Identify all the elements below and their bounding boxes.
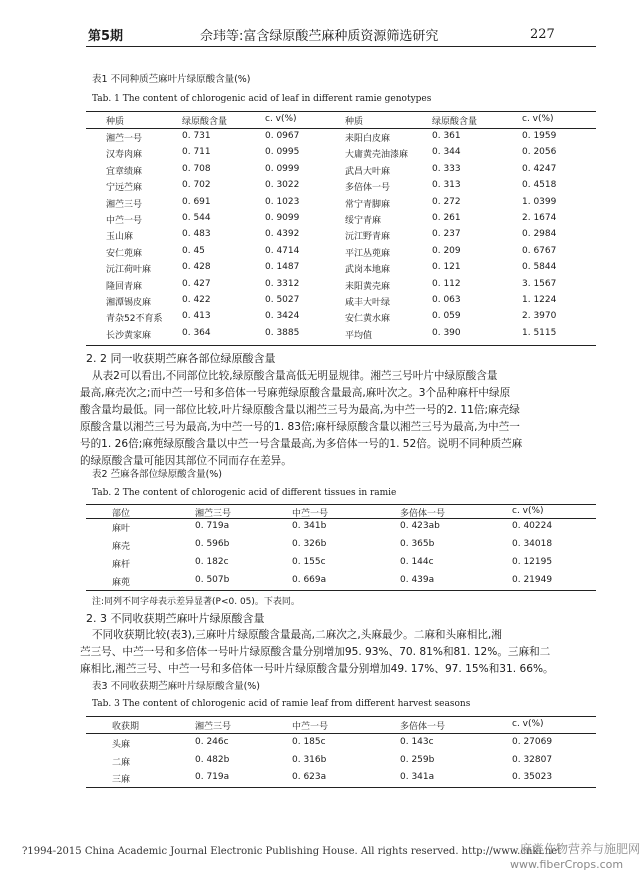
section-2-2-heading: 2. 2 同一收获期苎麻各部位绿原酸含量 — [86, 352, 276, 365]
table1-cell: 0. 691 — [182, 196, 211, 207]
s22-line-6: 的绿原酸含量可能因其部位不同而存在差异。 — [80, 455, 292, 467]
table3-cell: 0. 27069 — [512, 737, 553, 747]
table1-cell: 1. 1224 — [522, 295, 557, 305]
table1-cell: 0. 4247 — [522, 163, 557, 174]
table1-cell: 汉寿肉麻 — [106, 150, 143, 161]
table1-cell: 0. 4518 — [522, 180, 557, 191]
table1-cell: 2. 3970 — [522, 311, 557, 322]
table1-cell: 玉山麻 — [106, 232, 134, 243]
table2-cell: 0. 34018 — [512, 539, 553, 549]
table1-cell: 0. 4714 — [265, 245, 300, 256]
table1-cell: 0. 702 — [182, 180, 211, 191]
table1-header-cell: c. v(%) — [265, 114, 297, 124]
table1-header-cell: 绿原酸含量 — [182, 117, 228, 127]
table2-header-cell: 多倍体一号 — [400, 509, 446, 519]
table1-cell: 0. 059 — [432, 311, 461, 322]
table1-cell: 0. 4392 — [265, 229, 300, 240]
table1-cell: 0. 483 — [182, 229, 211, 240]
table1-cell: 0. 6767 — [522, 245, 557, 256]
table2-cell: 0. 596b — [195, 539, 230, 549]
table1-cell: 平江丛蔸麻 — [345, 248, 391, 259]
table1-cell: 1. 0399 — [522, 196, 557, 207]
table1-cell: 0. 45 — [182, 245, 205, 256]
table1-top-rule — [86, 111, 596, 112]
table2-header-cell: c. v(%) — [512, 506, 544, 516]
table2-top-rule — [86, 504, 596, 505]
table1-cell: 0. 428 — [182, 262, 211, 273]
s22-line-1: 从表2可以看出,不同部位比较,绿原酸含量高低无明显规律。湘苎三号叶片中绿原酸含量 — [92, 370, 498, 382]
table3-header-cell: 湘苎三号 — [195, 722, 232, 732]
table1-cell: 中苎一号 — [106, 216, 143, 226]
table3-cell: 0. 341a — [400, 772, 435, 782]
table2-cell: 0. 40224 — [512, 521, 553, 531]
issue-number: 第5期 — [88, 29, 124, 44]
table1-cell: 0. 2984 — [522, 229, 557, 240]
table1-cell: 0. 344 — [432, 147, 461, 158]
table3-cell: 0. 482b — [195, 754, 230, 765]
table3-cell: 0. 259b — [400, 754, 435, 765]
table3-top-rule — [86, 716, 596, 717]
table1-cell: 沅江野青麻 — [345, 232, 391, 243]
s22-line-2: 最高,麻壳次之;而中苎一号和多倍体一号麻蔸绿原酸含量最高,麻叶次之。3个品种麻杆中绿原 — [80, 387, 511, 399]
table1-cell: 0. 209 — [432, 245, 461, 256]
table2-header-cell: 中苎一号 — [292, 509, 329, 519]
table1-cell: 安仁蔸麻 — [106, 248, 143, 259]
table1-cell: 0. 5027 — [265, 295, 300, 305]
table1-cell: 0. 3424 — [265, 311, 300, 322]
table2-cell: 0. 341b — [292, 521, 327, 531]
table2-bottom-rule — [86, 590, 596, 591]
table1-cell: 0. 364 — [182, 327, 211, 338]
table2-header-cell: 湘苎三号 — [195, 509, 232, 519]
table1-cell: 耒阳白皮麻 — [345, 134, 391, 144]
s22-line-3: 酸含量均最低。同一部位比较,叶片绿原酸含量以湘苎三号为最高,为中苎一号的2. 11倍;麻壳绿 — [80, 404, 520, 416]
table1-cell: 多倍体一号 — [345, 183, 391, 194]
table1-cell: 0. 2056 — [522, 147, 557, 158]
table3-caption-cn: 表3 不同收获期苎麻叶片绿原酸含量(%) — [92, 681, 261, 692]
table1-cell: 3. 1567 — [522, 278, 557, 289]
table3-cell: 0. 623a — [292, 772, 327, 782]
table3-header-cell: 多倍体一号 — [400, 722, 446, 732]
table1-cell: 0. 544 — [182, 213, 211, 223]
section-2-3-paragraph — [80, 627, 592, 678]
table2-cell: 0. 326b — [292, 539, 327, 549]
table1-cell: 0. 413 — [182, 311, 211, 322]
table1-cell: 0. 0995 — [265, 147, 300, 158]
table3-cell: 0. 246c — [195, 737, 229, 747]
table1-cell: 耒阳黄壳麻 — [345, 281, 391, 292]
table1-cell: 1. 5115 — [522, 327, 557, 338]
copyright-line: ?1994-2015 China Academic Journal Electronic Publishing House. All rights reserved. http://www.cnki.net — [22, 846, 562, 857]
table2-caption-en: Tab. 2 The content of chlorogenic acid of different tissues in ramie — [92, 488, 397, 498]
table1-cell: 0. 121 — [432, 262, 461, 273]
table2-cell: 麻叶 — [112, 524, 131, 534]
table3-cell: 0. 35023 — [512, 772, 553, 782]
table1-cell: 长沙黄家麻 — [106, 330, 152, 341]
table1-caption-en: Tab. 1 The content of chlorogenic acid of leaf in different ramie genotypes — [92, 94, 432, 104]
watermark-cn: 麻类作物营养与施肥网 — [520, 842, 640, 856]
table1-cell: 0. 390 — [432, 327, 461, 338]
s23-line-2: 苎三号、中苎一号和多倍体一号叶片绿原酸含量分别增加95. 93%、70. 81%和81. 12%。三麻和二 — [80, 646, 551, 658]
table1-cell: 0. 9099 — [265, 213, 300, 223]
table1-cell: 大庸黄壳油漆麻 — [345, 150, 409, 161]
s23-line-3: 麻相比,湘苎三号、中苎一号和多倍体一号叶片绿原酸含量分别增加49. 17%、97. 15%和31. 66%。 — [80, 663, 554, 675]
table1-cell: 武昌大叶麻 — [345, 166, 391, 177]
table3-caption-en: Tab. 3 The content of chlorogenic acid of ramie leaf from different harvest seasons — [92, 699, 471, 709]
table3-header-cell: 中苎一号 — [292, 722, 329, 732]
table1-cell: 0. 1487 — [265, 262, 300, 273]
table1-cell: 0. 272 — [432, 196, 461, 207]
table3-cell: 0. 143c — [400, 737, 434, 747]
table3-header-cell: 收获期 — [112, 722, 140, 732]
s22-line-4: 原酸含量以湘苎三号为最高,为中苎一号的1. 83倍;麻杆绿原酸含量以湘苎三号为最高,为中苎一 — [80, 421, 520, 433]
table1-cell: 0. 5844 — [522, 262, 557, 273]
table1-cell: 0. 0999 — [265, 163, 300, 174]
section-2-3-heading: 2. 3 不同收获期苎麻叶片绿原酸含量 — [86, 612, 265, 625]
table1-cell: 0. 361 — [432, 131, 461, 141]
table3-cell: 头麻 — [112, 740, 131, 750]
table2-cell: 0. 719a — [195, 521, 230, 531]
table3-header-rule — [86, 733, 596, 734]
table2-caption-cn: 表2 苎麻各部位绿原酸含量(%) — [92, 469, 223, 480]
table3-cell: 0. 185c — [292, 737, 326, 747]
table1-cell: 0. 731 — [182, 131, 211, 141]
table2-cell: 麻蔸 — [112, 578, 131, 588]
table1-cell: 0. 1023 — [265, 196, 300, 207]
table2-cell: 麻杆 — [112, 560, 131, 570]
table1-cell: 沅江荷叶麻 — [106, 265, 152, 276]
s22-line-5: 号的1. 26倍;麻蔸绿原酸含量以中苎一号含量最高,为多倍体一号的1. 52倍。说明不同种质苎麻 — [80, 438, 523, 450]
table2-note: 注:同列不同字母表示差异显著(P<0. 05)。下表同。 — [92, 597, 300, 607]
table1-cell: 平均值 — [345, 330, 373, 341]
table3-header-cell: c. v(%) — [512, 719, 544, 729]
table1-cell: 0. 3885 — [265, 327, 300, 338]
table1-header-cell: 种质 — [106, 117, 125, 127]
table1-cell: 宜章绩麻 — [106, 166, 143, 177]
table1-header-cell: 种质 — [345, 117, 364, 127]
table1-cell: 安仁黄水麻 — [345, 314, 391, 325]
table2-header-cell: 部位 — [112, 509, 131, 519]
table1-cell: 湘潭锡皮麻 — [106, 298, 152, 308]
table2-cell: 0. 669a — [292, 575, 327, 585]
table1-bottom-rule — [86, 345, 596, 346]
table1-cell: 0. 063 — [432, 295, 461, 305]
table2-cell: 0. 507b — [195, 575, 230, 585]
table1-cell: 常宁青脚麻 — [345, 199, 391, 210]
table1-header-cell: c. v(%) — [522, 114, 554, 124]
page-number: 227 — [530, 27, 555, 42]
table2-cell: 0. 144c — [400, 557, 434, 567]
table1-cell: 0. 0967 — [265, 131, 300, 141]
table3-cell: 0. 316b — [292, 754, 327, 765]
table1-cell: 0. 3022 — [265, 180, 300, 191]
table3-cell: 三麻 — [112, 775, 131, 785]
table1-cell: 武岗本地麻 — [345, 265, 391, 276]
table1-cell: 隆回青麻 — [106, 281, 143, 292]
section-2-2-paragraph — [80, 368, 592, 470]
table1-cell: 0. 3312 — [265, 278, 300, 289]
table3-cell: 0. 719a — [195, 772, 230, 782]
table1-cell: 0. 112 — [432, 278, 461, 289]
header-rule — [86, 46, 596, 47]
table1-cell: 咸丰大叶绿 — [345, 298, 391, 308]
table1-cell: 0. 427 — [182, 278, 211, 289]
table3-cell: 二麻 — [112, 757, 131, 768]
table1-cell: 0. 333 — [432, 163, 461, 174]
table1-cell: 0. 422 — [182, 295, 211, 305]
table1-cell: 湘苎一号 — [106, 134, 143, 144]
table1-cell: 0. 708 — [182, 163, 211, 174]
table1-cell: 0. 1959 — [522, 131, 557, 141]
table1-cell: 0. 313 — [432, 180, 461, 191]
table1-cell: 0. 237 — [432, 229, 461, 240]
table1-cell: 湘苎三号 — [106, 199, 143, 210]
table2-cell: 0. 439a — [400, 575, 435, 585]
running-title: 佘玮等:富含绿原酸苎麻种质资源筛选研究 — [200, 29, 439, 44]
table2-cell: 麻壳 — [112, 542, 131, 552]
table1-cell: 青杂52不育系 — [106, 314, 163, 325]
watermark-url: www.fiberCrops.com — [510, 858, 624, 871]
table1-cell: 0. 711 — [182, 147, 211, 158]
table2-cell: 0. 182c — [195, 557, 229, 567]
table1-header-rule — [86, 128, 596, 129]
table2-cell: 0. 155c — [292, 557, 326, 567]
table2-cell: 0. 21949 — [512, 575, 553, 585]
table2-cell: 0. 423ab — [400, 521, 440, 531]
table1-cell: 2. 1674 — [522, 213, 557, 223]
table1-cell: 绥宁青麻 — [345, 216, 382, 226]
table2-cell: 0. 12195 — [512, 557, 553, 567]
table1-cell: 0. 261 — [432, 213, 461, 223]
table1-caption-cn: 表1 不同种质苎麻叶片绿原酸含量(%) — [92, 74, 251, 85]
table1-header-cell: 绿原酸含量 — [432, 117, 478, 127]
table2-header-rule — [86, 518, 596, 519]
table1-cell: 宁远苎麻 — [106, 183, 143, 194]
table3-bottom-rule — [86, 787, 596, 788]
s23-line-1: 不同收获期比较(表3),三麻叶片绿原酸含量最高,二麻次之,头麻最少。二麻和头麻相比,湘 — [92, 629, 502, 641]
table3-cell: 0. 32807 — [512, 754, 553, 765]
table2-cell: 0. 365b — [400, 539, 435, 549]
